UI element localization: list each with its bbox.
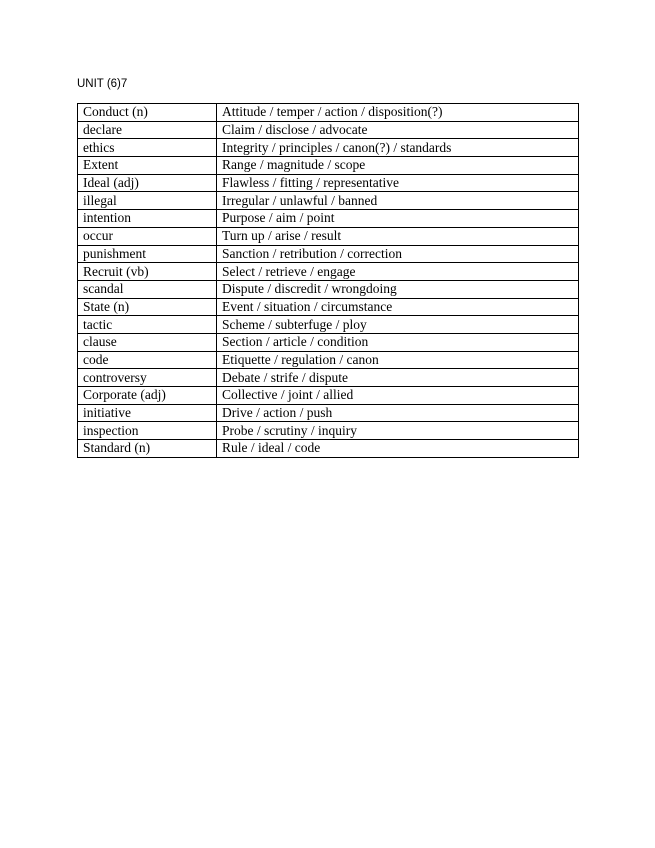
term-cell: occur — [78, 227, 217, 245]
table-row — [78, 104, 579, 122]
term-cell: clause — [78, 333, 217, 351]
synonyms-cell: Irregular / unlawful / banned — [217, 192, 579, 210]
table-row — [78, 263, 579, 281]
table-row — [78, 227, 579, 245]
synonyms-cell: Flawless / fitting / representative — [217, 174, 579, 192]
synonyms-cell: Purpose / aim / point — [217, 210, 579, 228]
vocabulary-table-body — [78, 104, 579, 458]
term-cell: punishment — [78, 245, 217, 263]
synonyms-cell: Integrity / principles / canon(?) / standards — [217, 139, 579, 157]
table-row — [78, 210, 579, 228]
term-cell: State (n) — [78, 298, 217, 316]
table-row — [78, 316, 579, 334]
term-cell: declare — [78, 121, 217, 139]
synonyms-cell: Turn up / arise / result — [217, 227, 579, 245]
term-cell: Recruit (vb) — [78, 263, 217, 281]
term-cell: tactic — [78, 316, 217, 334]
term-cell: scandal — [78, 280, 217, 298]
table-row — [78, 422, 579, 440]
term-cell: illegal — [78, 192, 217, 210]
term-cell: Extent — [78, 157, 217, 175]
synonyms-cell: Probe / scrutiny / inquiry — [217, 422, 579, 440]
synonyms-cell: Scheme / subterfuge / ploy — [217, 316, 579, 334]
synonyms-cell: Etiquette / regulation / canon — [217, 351, 579, 369]
table-row — [78, 245, 579, 263]
term-cell: inspection — [78, 422, 217, 440]
table-row — [78, 404, 579, 422]
synonyms-cell: Dispute / discredit / wrongdoing — [217, 280, 579, 298]
synonyms-cell: Collective / joint / allied — [217, 387, 579, 405]
table-row — [78, 333, 579, 351]
synonyms-cell: Attitude / temper / action / disposition(?) — [217, 104, 579, 122]
term-cell: ethics — [78, 139, 217, 157]
table-row — [78, 139, 579, 157]
term-cell: Ideal (adj) — [78, 174, 217, 192]
vocabulary-table — [77, 103, 579, 458]
table-row — [78, 369, 579, 387]
table-row — [78, 280, 579, 298]
term-cell: initiative — [78, 404, 217, 422]
table-row — [78, 157, 579, 175]
term-cell: Corporate (adj) — [78, 387, 217, 405]
term-cell: Conduct (n) — [78, 104, 217, 122]
table-row — [78, 351, 579, 369]
term-cell: intention — [78, 210, 217, 228]
synonyms-cell: Range / magnitude / scope — [217, 157, 579, 175]
synonyms-cell: Rule / ideal / code — [217, 440, 579, 458]
synonyms-cell: Section / article / condition — [217, 333, 579, 351]
synonyms-cell: Event / situation / circumstance — [217, 298, 579, 316]
term-cell: Standard (n) — [78, 440, 217, 458]
synonyms-cell: Sanction / retribution / correction — [217, 245, 579, 263]
table-row — [78, 387, 579, 405]
synonyms-cell: Claim / disclose / advocate — [217, 121, 579, 139]
document-title: UNIT (6)7 — [77, 78, 128, 90]
synonyms-cell: Drive / action / push — [217, 404, 579, 422]
table-row — [78, 121, 579, 139]
synonyms-cell: Select / retrieve / engage — [217, 263, 579, 281]
synonyms-cell: Debate / strife / dispute — [217, 369, 579, 387]
table-row — [78, 174, 579, 192]
table-row — [78, 192, 579, 210]
table-row — [78, 298, 579, 316]
term-cell: controversy — [78, 369, 217, 387]
table-row — [78, 440, 579, 458]
term-cell: code — [78, 351, 217, 369]
